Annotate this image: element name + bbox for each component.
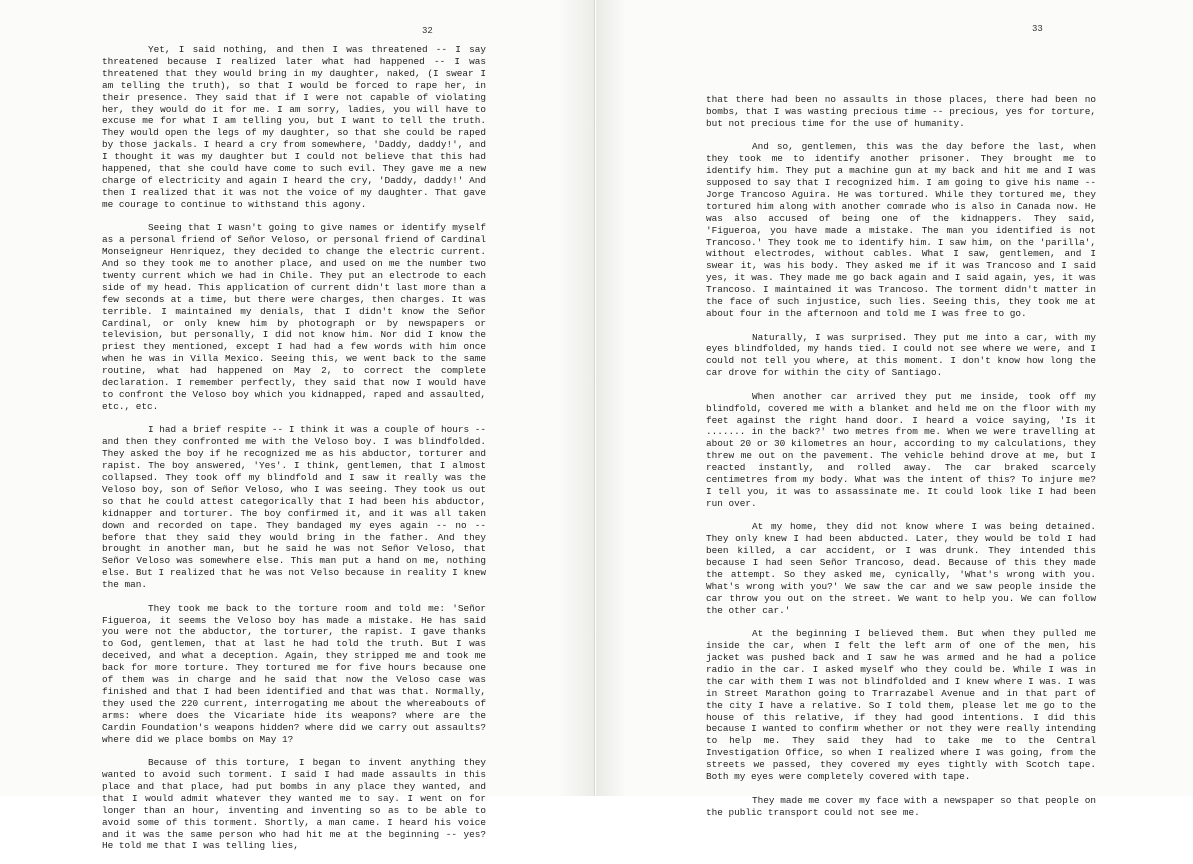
left-page (0, 0, 595, 852)
page-number: 32 (422, 26, 433, 36)
page-body (706, 94, 1096, 830)
page-body (102, 44, 486, 864)
paragraph: At the beginning I believed them. But when they pulled me inside the car, when I felt the left arm of one of the men, his jacket was pushed back and I saw he was armed and he had a police radio in the car. I asked myself who they could be. While I was in the car with them I was not blindfolded and I knew where I was. I was in Street Marathon going to Trarrazabel Avenue and in that part of the city I have a relative. So I told them, please let me go to the house of this relative, if they had good intentions. I did this because I wanted to confirm whether or not they were really intending to help me. They said they had to take me to the Central Investigation Office, so when I realized where I was going, from the streets we passed, they covered my eyes tightly with Scotch tape. Both my eyes were completely covered with tape. (706, 628, 1096, 783)
paragraph: At my home, they did not know where I was being detained. They only knew I had been abducted. Later, they would be told I had been killed, a car accident, or I was drunk. They intended this because I had seen Señor Trancoso, dead. Because of this they made the attempt. So they asked me, cynically, 'What's wrong with you. What's wrong with you?' We saw the car and we saw people inside the car throw you out on the street. We want to help you. We can follow the other car.' (706, 521, 1096, 616)
paragraph: They made me cover my face with a newspaper so that people on the public transport could not see me. (706, 794, 1096, 818)
paragraph: They took me back to the torture room and told me: 'Señor Figueroa, it seems the Veloso boy has made a mistake. He has said you were not the abductor, the torturer, the rapist. I gave thanks to God, gentlemen, that at last he had told the truth. But I was deceived, and what a deception. Again, they stripped me and took me back for more torture. They tortured me for five hours because one of them was in charge and he said that now the Veloso case was finished and that I had been identified and that was that. Normally, they used the 220 current, interrogating me about the whereabouts of arms: where does the Vicariate hide its weapons? where are the Cardin Foundation's weapons hidden? where did we carry out assaults? where did we place bombs on May 1? (102, 602, 486, 745)
paragraph: I had a brief respite -- I think it was a couple of hours -- and then they confronted me with the Veloso boy. I was blindfolded. They asked the boy if he recognized me as his abductor, torturer and rapist. The boy answered, 'Yes'. I think, gentlemen, that I almost collapsed. They took off my blindfold and I saw it really was the Veloso boy, son of Señor Veloso, who I was seeing. They took us out so that he could attest categorically that I had been his abductor, kidnapper and torturer. The boy confirmed it, and it was all taken down and recorded on tape. They bandaged my eyes again -- no -- before that they said they would bring in the father. And they brought in another man, but he said he was not Señor Veloso, that Señor Veloso was somewhere else. This man put a hand on me, nothing else. But I realized that he was not Velso because in reality I knew the man. (102, 424, 486, 591)
right-page (596, 0, 1193, 818)
paragraph: And so, gentlemen, this was the day before the last, when they took me to identify another prisoner. They brought me to identify him. They put a machine gun at my back and hit me and I was supposed to say that I recognized him. I am going to give his name -- Jorge Trancoso Aguira. He was tortured. While they tortured me, they tortured him along with another comrade who is also in Canada now. He was also accused of being one of the kidnappers. They said, 'Figueroa, you have made a mistake. The man you identified is not Trancoso.' They took me to identify him. I saw him, on the 'parilla', without electrodes, without cables. What I saw, gentlemen, and I swear it, was his body. They asked me if it was Trancoso and I said yes, it was. They made me go back again and I said again, yes, it was Trancoso. I maintained it was Trancoso. The torment didn't matter in the face of such injustice, such lies. Seeing this, they took me at about four in the afternoon and told me I was free to go. (706, 141, 1096, 319)
paragraph: Naturally, I was surprised. They put me into a car, with my eyes blindfolded, my hands tied. I could not see where we were, and I could not tell you where, at this moment. I don't know how long the car drove for within the city of Santiago. (706, 331, 1096, 379)
paragraph: Seeing that I wasn't going to give names or identify myself as a personal friend of Señor Veloso, or personal friend of Cardinal Monseigneur Henriquez, they decided to change the electric current. And so they took me to another place, and used on me the number two twenty current which we had in Chile. They put an electrode to each side of my head. This application of current didn't last more than a few seconds at a time, but there were charges, then charges. It was terrible. I maintained my denials, that I didn't know the Señor Cardinal, or only knew him by photograph or by newspapers or television, but personally, I did not know him. Nor did I know the priest they mentioned, except I had had a few words with him once when he was in Villa Mexico. Seeing this, we went back to the same routine, what had happened on May 2, to correct the complete declaration. I remember perfectly, they said that now I would have to confront the Veloso boy which you kidnapped, raped and assaulted, etc., etc. (102, 222, 486, 412)
paragraph: Yet, I said nothing, and then I was threatened -- I say threatened because I realized later what had happened -- I was threatened that they would bring in my daughter, naked, (I swear I am telling the truth), so that I would be forced to rape her, in their presence. They said that if I were not capable of violating her, they would do it for me. I am sorry, ladies, you will have to excuse me for what I am telling you, but I want to tell the truth. They would open the legs of my daughter, so that she could be raped by those jackals. I heard a cry from somewhere, 'Daddy, daddy!', and I thought it was my daughter but I could not believe that this had happened, that she could have come to such evil. They gave me a new charge of electricity and again I heard the cry, 'Daddy, daddy!' And then I realized that it was not the voice of my daughter. That gave me courage to continue to withstand this agony. (102, 44, 486, 210)
paragraph: When another car arrived they put me inside, took off my blindfold, covered me with a blanket and held me on the floor with my feet against the right hand door. I heard a voice saying, 'Is it ....... in the back?' two metres from me. When we were travelling at about 20 or 30 kilometres an hour, according to my calculations, they threw me out on the pavement. The vehicle behind drove at me, but I reacted instantly, and rolled away. The car braked scarcely centimetres from my body. What was the intent of this? To injure me? I tell you, it was to assassinate me. It could look like I had been run over. (706, 390, 1096, 509)
page-number: 33 (1032, 24, 1043, 34)
paragraph: Because of this torture, I began to invent anything they wanted to avoid such torment. I said I had made assaults in this place and that place, had put bombs in any place they wanted, and that I would admit whatever they wanted me to say. I went on for longer than an hour, inventing and inventing so as to be able to avoid some of this torment. Shortly, a man came. I heard his voice and it was the same person who had hit me at the beginning -- yes? He told me that I was telling lies, (102, 757, 486, 852)
paragraph: that there had been no assaults in those places, there had been no bombs, that I was wasting precious time -- precious, yes for torture, but not precious time for the use of humanity. (706, 94, 1096, 129)
